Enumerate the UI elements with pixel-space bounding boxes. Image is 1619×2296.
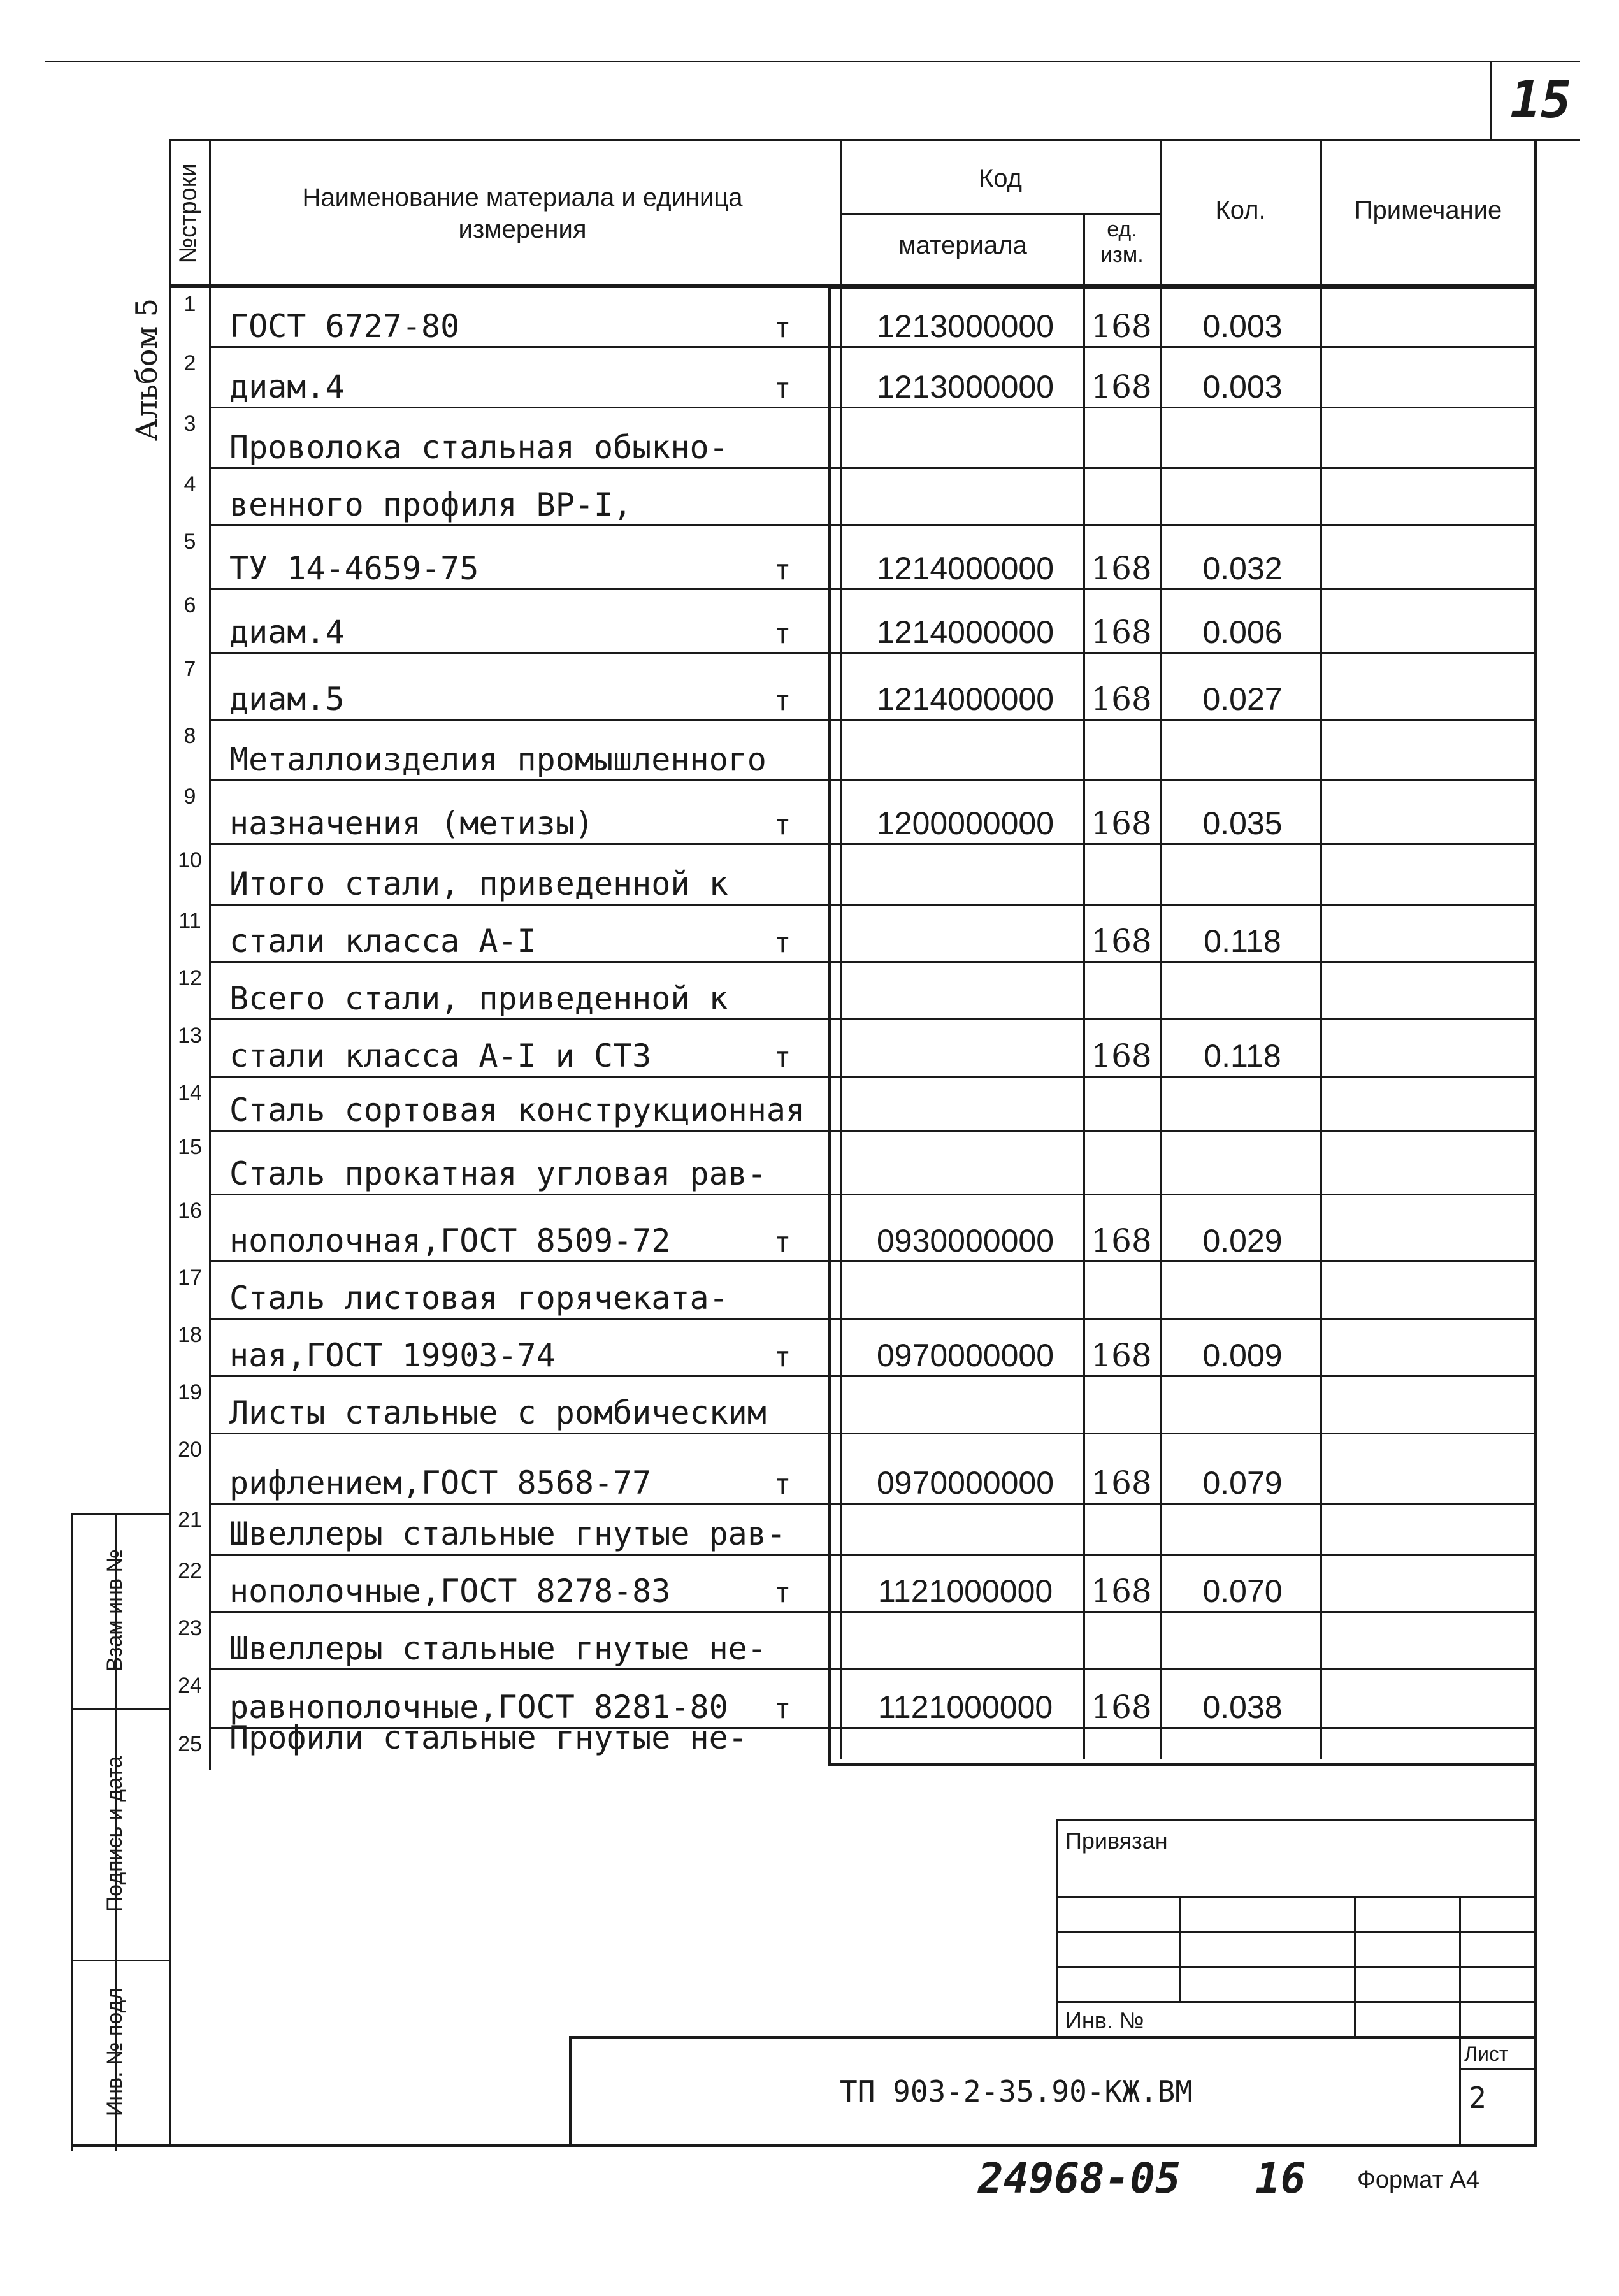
tb-privyazan-top [1058, 1819, 1536, 1821]
row-material-name: Сталь прокатная угловая рав- [229, 1155, 766, 1192]
row-material-name: диам.4 [229, 614, 345, 651]
row-measure-code: 168 [1091, 550, 1152, 587]
row-separator [210, 346, 1534, 348]
data-area-frame [828, 285, 1537, 1766]
row-number: 18 [178, 1323, 202, 1347]
row-material-name: ГОСТ 6727-80 [229, 308, 460, 345]
row-material-code: 1213000000 [876, 369, 1054, 405]
row-separator [210, 904, 1534, 906]
tb-doc-left [569, 2036, 572, 2146]
row-unit: т [774, 684, 791, 717]
row-unit: т [774, 1226, 791, 1259]
tb-sheet-label: Лист [1464, 2042, 1509, 2065]
row-measure-code: 168 [1091, 1689, 1152, 1726]
row-quantity: 0.027 [1202, 681, 1283, 717]
tb-sheet-value: 2 [1469, 2081, 1486, 2115]
tb-grid-v3 [1459, 1896, 1461, 2144]
row-separator [210, 1433, 1534, 1434]
row-separator [210, 524, 1534, 526]
row-number: 21 [178, 1508, 202, 1532]
tb-privyazan-left [1056, 1819, 1058, 2036]
row-unit: т [774, 809, 791, 841]
row-material-code: 1214000000 [876, 614, 1054, 650]
row-number: 14 [178, 1081, 202, 1105]
rowno-col-border [209, 139, 211, 1770]
row-measure-code: 168 [1091, 1337, 1152, 1374]
tb-sheet-split [1459, 2068, 1536, 2070]
row-quantity: 0.006 [1202, 614, 1283, 650]
row-material-code: 1200000000 [876, 805, 1054, 841]
row-unit: т [774, 617, 791, 650]
row-material-name: венного профиля ВР-I, [229, 486, 633, 523]
row-number: 11 [178, 909, 201, 933]
row-measure-code: 168 [1091, 368, 1152, 405]
row-quantity: 0.003 [1202, 308, 1283, 344]
row-measure-code: 168 [1091, 614, 1152, 651]
row-measure-code: 168 [1091, 923, 1152, 960]
row-number: 7 [183, 657, 196, 681]
col-code-right [1083, 287, 1085, 1759]
page-number-divider [1490, 61, 1492, 140]
row-unit: т [774, 927, 791, 959]
row-measure-code: 168 [1091, 1573, 1152, 1610]
row-material-name: нополочная,ГОСТ 8509-72 [229, 1222, 671, 1259]
row-separator [210, 588, 1534, 590]
tb-grid-v1 [1179, 1896, 1181, 2001]
row-material-name: Сталь листовая горячеката- [229, 1280, 728, 1317]
row-material-name: Всего стали, приведенной к [229, 980, 728, 1017]
row-measure-code: 168 [1091, 681, 1152, 718]
row-measure-code: 168 [1091, 1037, 1152, 1074]
row-number: 25 [178, 1732, 202, 1756]
header-code-unit: ед. изм. [1100, 217, 1144, 267]
row-quantity: 0.032 [1202, 551, 1283, 586]
row-number: 22 [178, 1559, 202, 1583]
row-number: 5 [183, 530, 196, 554]
row-separator [210, 1375, 1534, 1377]
row-material-name: Сталь сортовая конструкционная [229, 1092, 805, 1129]
row-material-code: 0970000000 [876, 1465, 1054, 1501]
row-material-name: равнополочные,ГОСТ 8281-80 [229, 1689, 728, 1726]
row-number: 12 [178, 966, 202, 990]
header-name-right [840, 139, 842, 285]
row-quantity: 0.079 [1202, 1465, 1283, 1501]
row-unit: т [774, 312, 791, 344]
row-material-code: 1214000000 [876, 681, 1054, 717]
row-separator [210, 407, 1534, 408]
row-material-name: диам.4 [229, 368, 345, 405]
col-meas-right [1160, 287, 1162, 1759]
top-rule [45, 61, 1580, 62]
row-material-name: Швеллеры стальные гнутые рав- [229, 1515, 786, 1552]
header-name: Наименование материала и единица измерения [302, 184, 743, 243]
row-number: 2 [183, 351, 196, 375]
row-number: 9 [183, 784, 196, 809]
row-separator [210, 843, 1534, 845]
row-material-code: 1213000000 [876, 308, 1054, 344]
row-quantity: 0.009 [1202, 1338, 1283, 1373]
footer-handwritten-page: 16 [1255, 2154, 1306, 2203]
row-separator [210, 1130, 1534, 1132]
row-number: 8 [183, 724, 196, 748]
tb-privyazan: Привязан [1065, 1828, 1168, 1854]
row-separator [210, 1076, 1534, 1078]
row-number: 20 [178, 1438, 202, 1462]
tb-doc-code: ТП 903-2-35.90-КЖ.ВМ [840, 2074, 1193, 2109]
row-unit: т [774, 1577, 791, 1609]
row-number: 10 [178, 848, 202, 872]
row-number: 24 [178, 1673, 202, 1698]
row-separator [210, 467, 1534, 469]
row-material-code: 1121000000 [877, 1689, 1053, 1725]
row-number: 13 [178, 1023, 202, 1048]
header-qty: Кол. [1215, 196, 1266, 224]
row-number: 16 [178, 1199, 202, 1223]
row-material-code: 0970000000 [876, 1338, 1054, 1373]
stamp-podpis: Подпись и дата [103, 1756, 127, 1912]
row-measure-code: 168 [1091, 1464, 1152, 1501]
row-separator [210, 1260, 1534, 1262]
row-measure-code: 168 [1091, 308, 1152, 345]
row-material-name: Листы стальные с ромбическим [229, 1394, 766, 1431]
row-separator [210, 1611, 1534, 1613]
row-number: 3 [183, 412, 196, 436]
row-number: 15 [178, 1135, 202, 1159]
row-unit: т [774, 1693, 791, 1725]
row-quantity: 0.035 [1202, 805, 1283, 841]
row-measure-code: 168 [1091, 1222, 1152, 1259]
album-label: Альбом 5 [129, 298, 164, 442]
stamp-outer-left [71, 1513, 73, 2151]
row-material-name: Швеллеры стальные гнутые не- [229, 1630, 766, 1667]
row-material-code: 0930000000 [876, 1223, 1054, 1259]
row-unit: т [774, 372, 791, 405]
tb-grid-v2 [1354, 1896, 1356, 2036]
row-material-name: диам.5 [229, 681, 345, 718]
row-material-name: ТУ 14-4659-75 [229, 550, 479, 587]
tb-doc-top [570, 2036, 1536, 2039]
row-material-name: нополочные,ГОСТ 8278-83 [229, 1573, 671, 1610]
row-measure-code: 168 [1091, 805, 1152, 842]
stamp-inv-podl: Инв. № подл [103, 1987, 127, 2117]
row-quantity: 0.070 [1202, 1573, 1283, 1609]
row-separator [210, 1318, 1534, 1320]
row-separator [210, 652, 1534, 654]
tb-inv-no: Инв. № [1065, 2007, 1144, 2033]
stamp-vzam: Взам инв № [103, 1549, 127, 1671]
row-number: 23 [178, 1616, 202, 1640]
footer-handwritten-number: 24968-05 [978, 2154, 1181, 2203]
row-material-name: Проволока стальная обыкно- [229, 429, 728, 466]
row-material-name: стали класса А-I [229, 923, 536, 960]
row-material-name: назначения (метизы) [229, 805, 594, 842]
row-quantity: 0.038 [1202, 1689, 1283, 1725]
header-top-border [169, 139, 1536, 141]
header-code-mid [1083, 213, 1085, 285]
row-material-name: рифлением,ГОСТ 8568-77 [229, 1464, 652, 1501]
row-quantity: 0.029 [1202, 1223, 1283, 1259]
row-number: 17 [178, 1266, 202, 1290]
row-quantity: 0.118 [1204, 1038, 1281, 1074]
header-row-no: №строки [175, 163, 202, 264]
row-separator [210, 1194, 1534, 1195]
header-note: Примечание [1354, 196, 1502, 224]
stamp-bottom [71, 2144, 1537, 2147]
header-bottom-border [169, 284, 1536, 288]
row-number: 4 [183, 472, 196, 496]
row-material-name: ная,ГОСТ 19903-74 [229, 1337, 556, 1374]
tb-grid-h4 [1058, 2001, 1536, 2003]
header-code-divider [841, 213, 1161, 215]
col-qty-right [1320, 287, 1322, 1759]
row-separator [210, 1503, 1534, 1505]
row-unit: т [774, 554, 791, 586]
row-number: 1 [183, 292, 196, 316]
row-material-name: Профили стальные гнутые не- [229, 1719, 747, 1756]
row-unit: т [774, 1341, 791, 1373]
row-unit: т [774, 1468, 791, 1501]
row-separator [210, 719, 1534, 721]
row-number: 6 [183, 593, 196, 617]
page-number: 15 [1510, 70, 1572, 129]
row-unit: т [774, 1041, 791, 1074]
row-quantity: 0.118 [1204, 923, 1281, 959]
header-code-material: материала [898, 231, 1027, 259]
row-material-name: Металлоизделия промышленного [229, 741, 766, 778]
row-number: 19 [178, 1380, 202, 1404]
tb-grid-h1 [1058, 1896, 1536, 1898]
col-name-right [840, 287, 842, 1759]
row-separator [210, 1018, 1534, 1020]
row-material-name: Итого стали, приведенной к [229, 865, 728, 902]
row-separator [210, 779, 1534, 781]
row-material-code: 1121000000 [877, 1573, 1053, 1609]
tb-grid-h3 [1058, 1966, 1536, 1968]
row-material-code: 1214000000 [876, 551, 1054, 586]
row-separator [210, 1668, 1534, 1670]
tb-grid-h2 [1058, 1931, 1536, 1933]
row-material-name: стали класса А-I и СТ3 [229, 1037, 652, 1074]
row-quantity: 0.003 [1202, 369, 1283, 405]
row-separator [210, 961, 1534, 963]
row-separator [210, 1554, 1534, 1556]
header-code-group: Код [978, 164, 1022, 192]
footer-format: Формат А4 [1357, 2167, 1480, 2193]
